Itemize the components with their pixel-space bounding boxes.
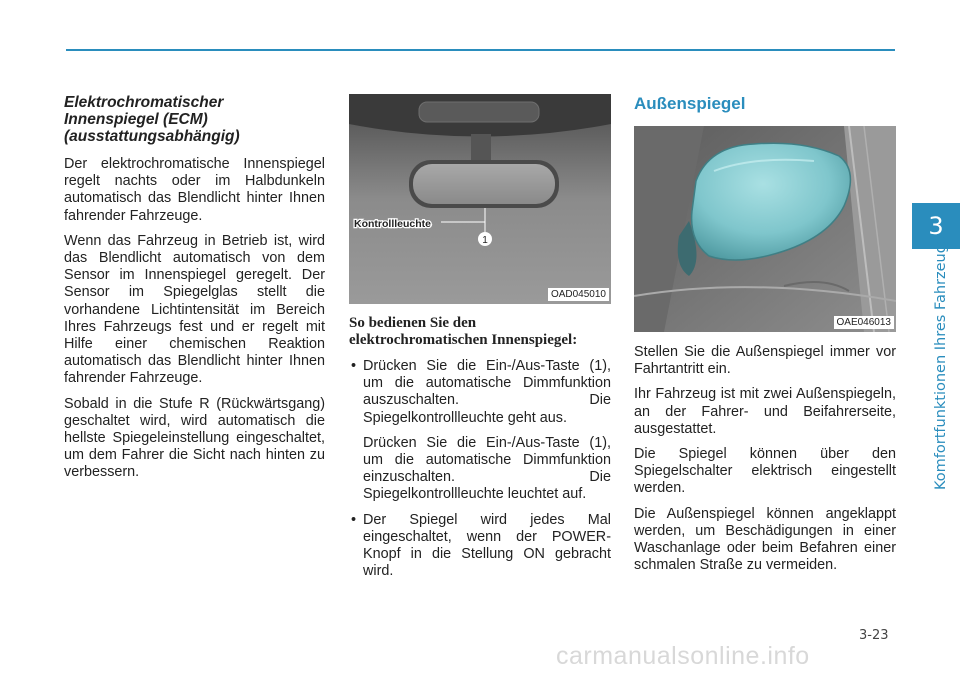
section-heading-outside-mirror: Außenspiegel (634, 94, 746, 113)
page-number: 3-23 (859, 628, 889, 643)
watermark: carmanualsonline.info (556, 642, 810, 670)
indicator-label: Kontrollleuchte (354, 218, 432, 230)
section-heading-ecm: Elektrochromatischer Innenspiegel (ECM) (ausstattungsabhängig) (64, 94, 240, 145)
paragraph: Die Außenspiegel können angeklappt werden, um Beschädigungen in einer Waschanlage oder beim Befahren einer schmalen Straße zu vermeiden. (634, 505, 896, 574)
list-item: • Der Spiegel wird jedes Mal eingeschaltet, wenn der POWER-Knopf in die Stellung ON gebracht wird. (349, 512, 611, 581)
paragraph: Der elektrochromatische Innenspiegel regelt nachts oder im Halbdunkeln automatisch das Blendlicht hinter Ihnen fahrender Fahrzeuge. (64, 156, 325, 224)
column-ecm-operation (349, 94, 611, 588)
header-rule (66, 49, 895, 51)
paragraph: Stellen Sie die Außenspiegel immer vor Fahrtantritt ein. (634, 344, 896, 378)
subheading-operation: So bedienen Sie den elektrochromatischen Innenspiegel: (349, 315, 578, 348)
callout-number: 1 (482, 235, 488, 246)
paragraph: Sobald in die Stufe R (Rückwärtsgang) geschaltet wird, wird automatisch die hellste Spiegeleinstellung eingeschaltet, um dem Fahrer die Sicht nach hinten zu verbessern. (64, 395, 325, 481)
interior-mirror-image (349, 94, 611, 304)
operation-list (349, 358, 611, 580)
image-code: OAD045010 (548, 288, 609, 301)
list-item: • Drücken Sie die Ein-/Aus-Taste (1), um die automatische Dimmfunktion auszuschalten. Die Spiegelkontrollleuchte geht aus. Drücken Sie die Ein-/Aus-Taste (1), um die automatische Dimmfunktion einzuschalten. Die Spiegelkontrollleuchte leuchtet auf. (349, 358, 611, 504)
paragraph: Wenn das Fahrzeug in Betrieb ist, wird das Blendlicht automatisch von dem Sensor im Innenspiegel geregelt. Der Sensor im Spiegelglas stellt die vorhandene Lichtintensität im Bereich Ihres Fahrzeugs fest und er regelt mit Hilfe einer chemischen Reaktion automatisch das Blendlicht hinter Ihnen fahrender Fahrzeuge. (64, 232, 325, 387)
paragraph: Ihr Fahrzeug ist mit zwei Außenspiegeln, an der Fahrer- und Beifahrerseite, ausgestattet. (634, 386, 896, 437)
column-ecm-intro (64, 94, 325, 490)
outside-mirror-image (634, 126, 896, 332)
outside-mirror-illustration (634, 126, 896, 332)
paragraph: Die Spiegel können über den Spiegelschalter elektrisch eingestellt werden. (634, 446, 896, 497)
interior-mirror-illustration (349, 94, 611, 304)
chapter-title: Komfortfunktionen Ihres Fahrzeugs (933, 236, 949, 490)
chapter-number: 3 (928, 212, 944, 240)
column-outside-mirrors (634, 94, 896, 582)
image-code: OAE046013 (834, 316, 895, 329)
